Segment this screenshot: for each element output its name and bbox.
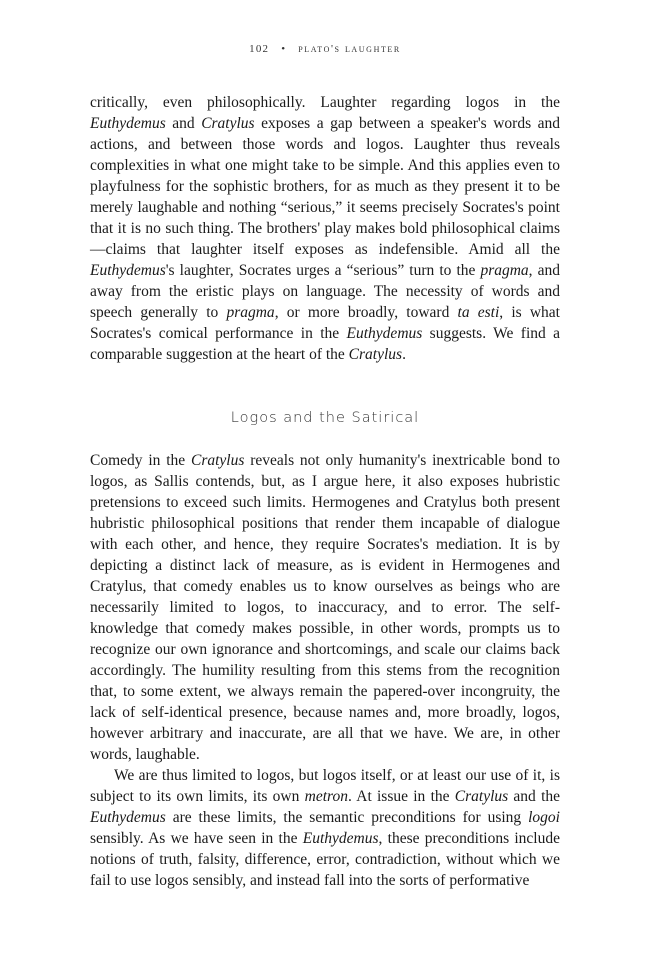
running-head — [0, 43, 650, 55]
italic-term: metron — [304, 788, 348, 805]
italic-term: Euthydemus — [90, 809, 166, 826]
italic-term: Euthydemus — [346, 325, 423, 342]
italic-term: Cratylus — [201, 115, 255, 132]
running-head-title: plato's laughter — [298, 43, 401, 55]
text-run: critically, even philosophically. Laughter regarding logos in the — [90, 94, 560, 111]
text-run: . — [402, 346, 406, 363]
italic-term: ta esti — [457, 304, 500, 321]
text-run: sensibly. As we have seen in the — [90, 830, 303, 847]
text-run: and the — [508, 788, 560, 805]
text-run: Comedy in the — [90, 452, 191, 469]
text-run: are these limits, the semantic preconditions for using — [165, 809, 529, 826]
text-run: , and away from the eristic plays on language. The necessity of words and speech generally to — [90, 262, 560, 321]
italic-term: Euthydemus — [90, 262, 166, 279]
text-run: exposes a gap between a speaker's words and actions, and between those words and logos. Laughter thus reveals complexities in what one might take to be simple. And this applies even to playfulness for the sophistic brothers, for as much as they present it to be merely laughable and nothing “serious,” it seems precisely Socrates's point that it is no such thing. The brothers' play makes bold philosophical claims—claims that laughter itself exposes as indefensible. Amid all the — [90, 115, 560, 258]
paragraph-2 — [90, 450, 560, 765]
italic-term: Cratylus — [190, 452, 245, 469]
text-run: and — [165, 115, 202, 132]
italic-term: logoi — [528, 809, 560, 826]
text-run: , these preconditions include notions of truth, falsity, difference, error, contradiction, without which we fail to use logos sensibly, and instead fall into the sorts of performative — [90, 830, 560, 889]
text-run: , is what Socrates's comical performance in the — [90, 304, 560, 342]
italic-term: pragma — [226, 304, 275, 321]
italic-term: Cratylus — [348, 346, 403, 363]
text-run: suggests. We find a comparable suggestion at the heart of the — [90, 325, 560, 363]
page-number: 102 — [249, 43, 270, 55]
text-run: , or more broadly, toward — [274, 304, 458, 321]
running-head-separator: • — [281, 43, 287, 55]
text-run: . At issue in the — [347, 788, 455, 805]
italic-term: Cratylus — [454, 788, 509, 805]
section-heading: Logos and the Satirical — [230, 410, 420, 426]
italic-term: pragma — [480, 262, 529, 279]
text-run: reveals not only humanity's inextricable bond to logos, as Sallis contends, but, as I argue here, it also exposes hubristic pretensions to exceed such limits. Hermogenes and Cratylus both present hubristic philosophical positions that render them incapable of dialogue with each other, and hence, they require Socrates's mediation. It is by depicting a distinct lack of measure, as is evident in Hermogenes and Cratylus, that comedy enables us to know ourselves as beings who are necessarily limited to logos, to inaccuracy, and to error. The self-knowledge that comedy makes possible, in other words, prompts us to recognize our own ignorance and shortcomings, and scale our claims back accordingly. The humility resulting from this stems from the recognition that, to some extent, we always remain the papered-over incongruity, the lack of self-identical presence, because names and, more broadly, logos, however arbitrary and inaccurate, are all that we have. We are, in other words, laughable. — [90, 452, 560, 763]
italic-term: Euthydemus — [302, 830, 379, 847]
text-run: We are thus limited to logos, but logos itself, or at least our use of it, is subject to its own limits, its own — [90, 767, 560, 805]
paragraph-3 — [90, 765, 560, 891]
italic-term: Euthydemus — [90, 115, 166, 132]
paragraph-1 — [90, 92, 560, 365]
text-run: 's laughter, Socrates urges a “serious” turn to the — [165, 262, 481, 279]
